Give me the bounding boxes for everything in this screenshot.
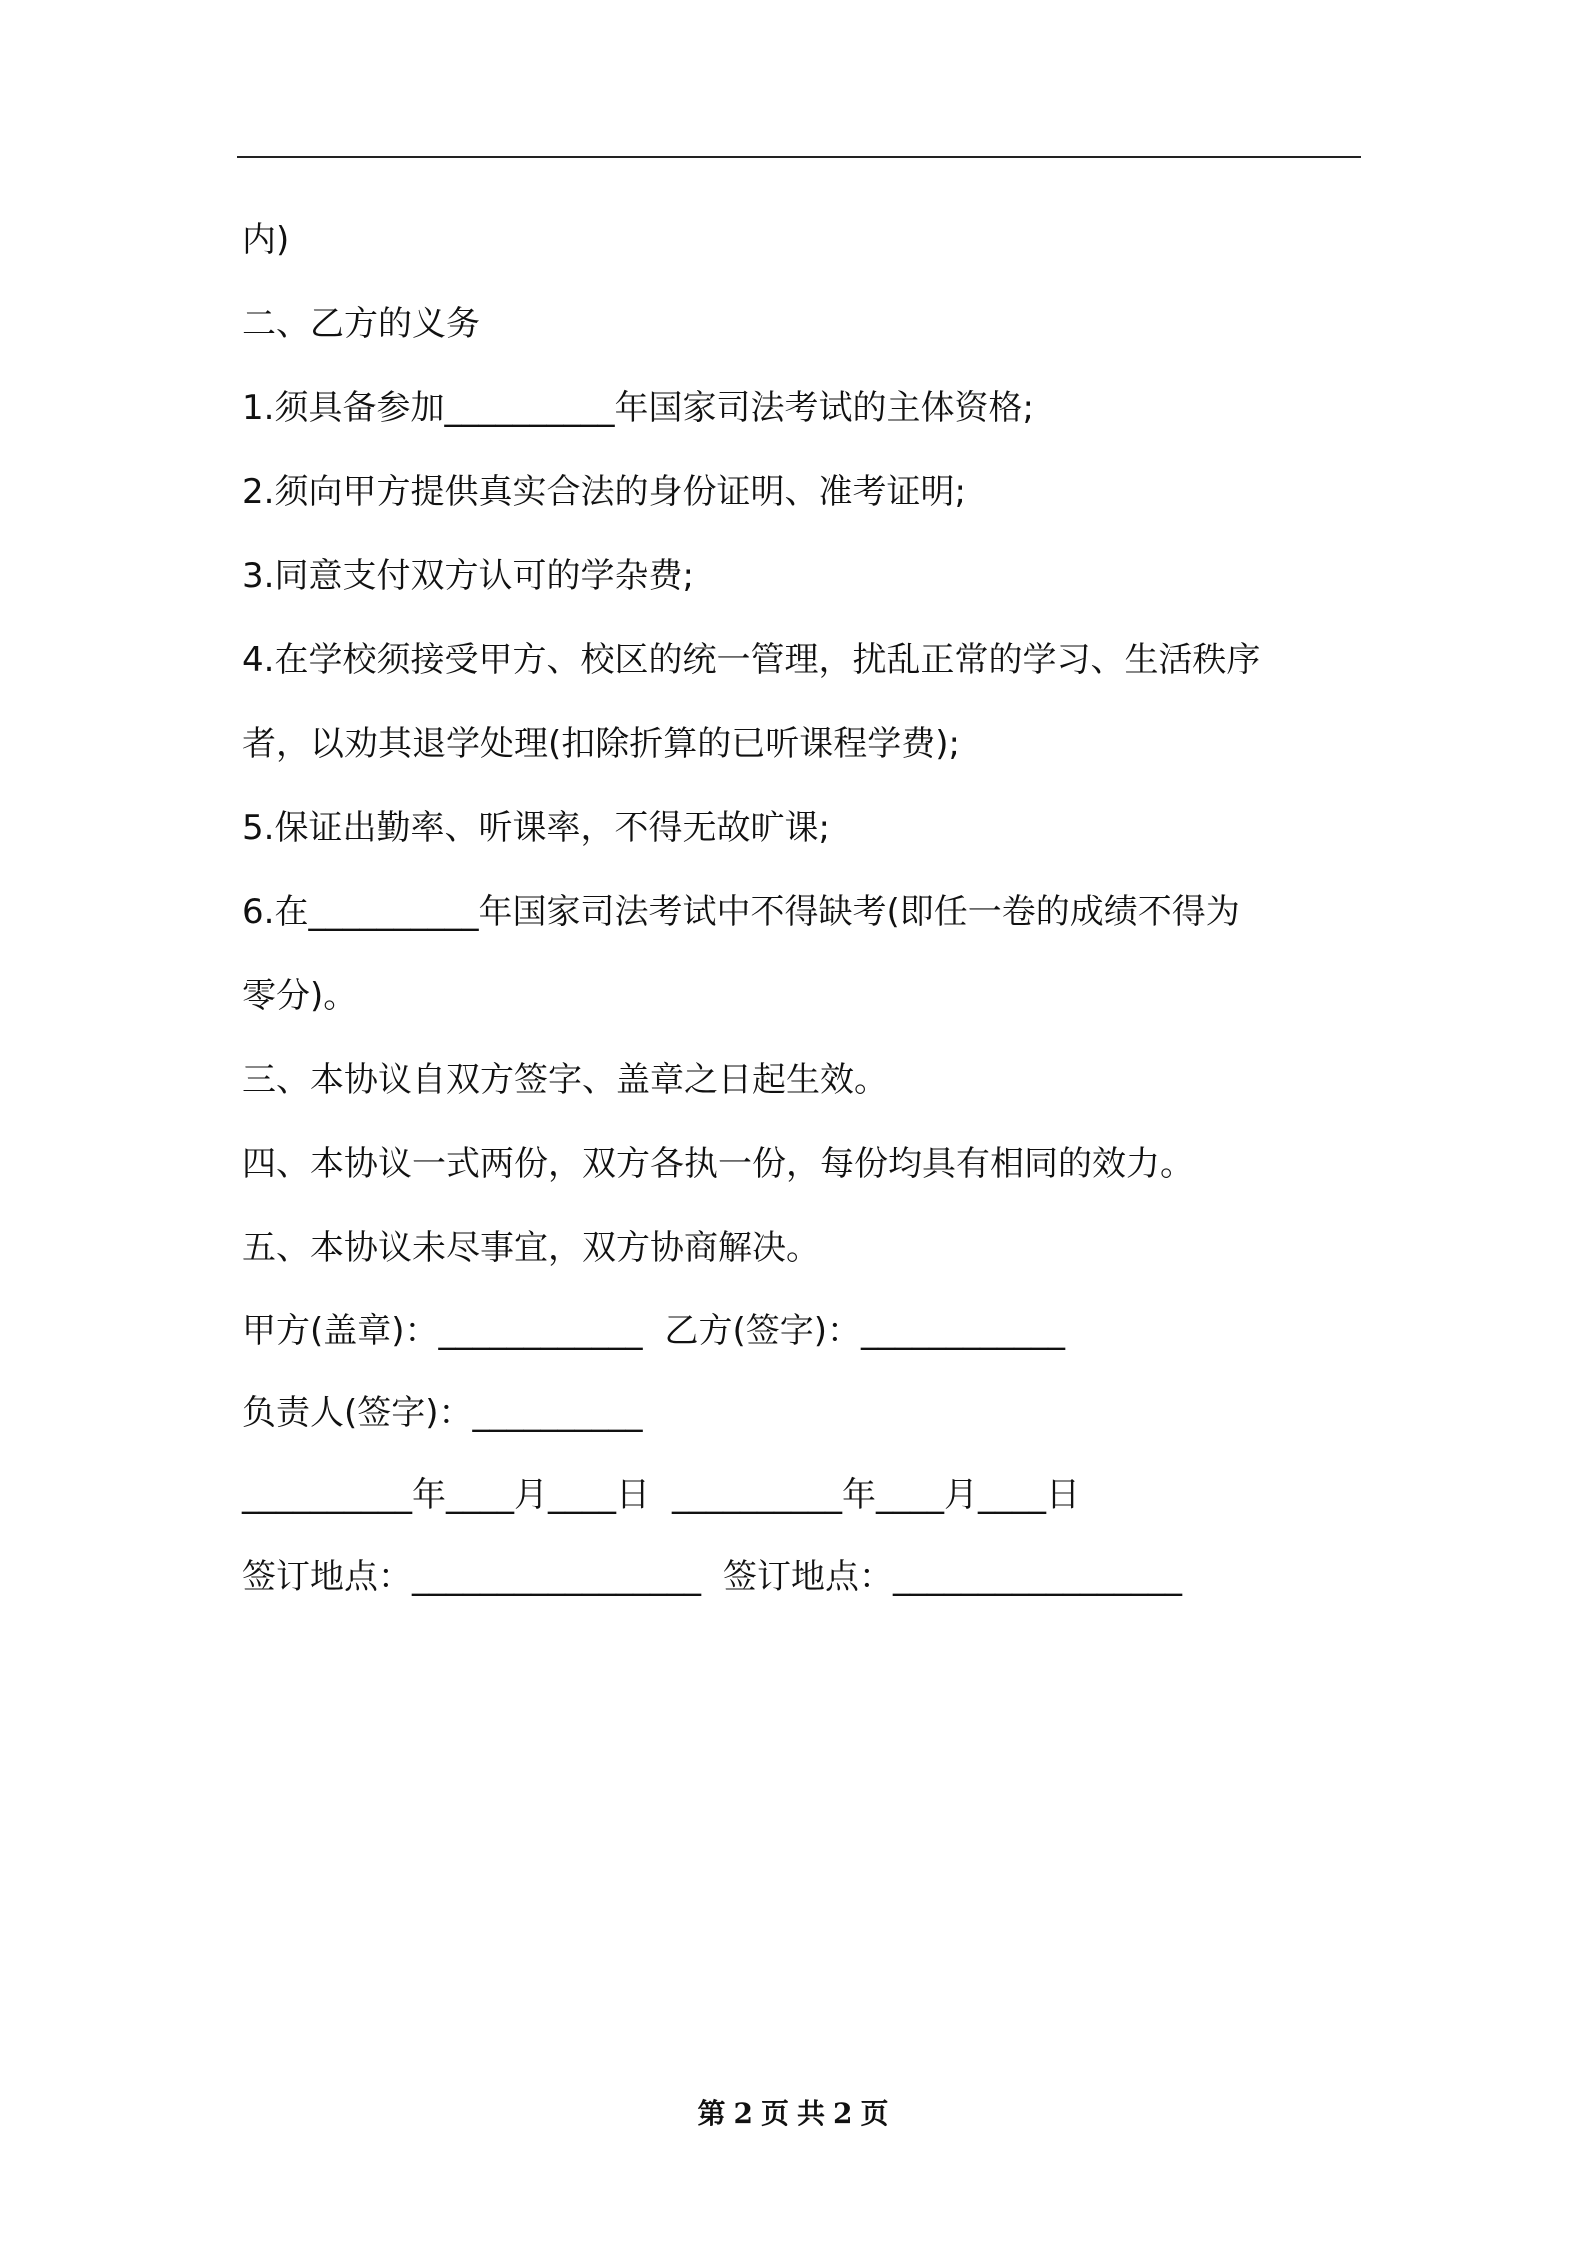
section-heading-party-b-obligations: 二、乙方的义务 — [242, 304, 480, 344]
section-five: 五、本协议未尽事宜，双方协商解决。 — [242, 1228, 820, 1268]
clause-4-line-1: 4.在学校须接受甲方、校区的统一管理，扰乱正常的学习、生活秩序 — [242, 640, 1261, 680]
date-field-a: __________年____月____日 — [242, 1475, 650, 1515]
party-b-sign-field: 乙方(签字)：____________ — [664, 1311, 1066, 1351]
clause-6-line-1: 6.在__________年国家司法考试中不得缺考(即任一卷的成绩不得为 — [242, 892, 1240, 932]
signature-row-parties — [242, 1290, 1366, 1372]
footer-total-pages: 2 — [833, 2097, 853, 2130]
clause-5: 5.保证出勤率、听课率，不得无故旷课; — [242, 808, 830, 848]
signature-row-places — [242, 1536, 1366, 1618]
clause-4-line-2: 者，以劝其退学处理(扣除折算的已听课程学费); — [242, 724, 960, 764]
document-body — [242, 198, 1366, 1618]
section-four: 四、本协议一式两份，双方各执一份，每份均具有相同的效力。 — [242, 1144, 1194, 1184]
clause-3: 3.同意支付双方认可的学杂费; — [242, 556, 694, 596]
text-line-1: 内) — [242, 220, 290, 260]
header-rule — [237, 156, 1361, 158]
signature-row-responsible — [242, 1372, 1366, 1454]
footer-label-gong: 共 — [797, 2097, 826, 2130]
date-field-b: __________年____月____日 — [672, 1475, 1080, 1515]
signature-row-dates — [242, 1454, 1366, 1536]
party-a-seal-field: 甲方(盖章)：____________ — [242, 1311, 643, 1351]
footer-label-di: 第 — [697, 2097, 726, 2130]
section-three: 三、本协议自双方签字、盖章之日起生效。 — [242, 1060, 888, 1100]
responsible-person-sign-field: 负责人(签字)：__________ — [242, 1393, 643, 1433]
page-footer — [0, 2094, 1586, 2134]
clause-2: 2.须向甲方提供真实合法的身份证明、准考证明; — [242, 472, 966, 512]
signing-place-field-a: 签订地点：_________________ — [242, 1557, 701, 1597]
footer-label-ye: 页 — [760, 2097, 789, 2130]
clause-6-line-2: 零分)。 — [242, 976, 358, 1016]
footer-page-number: 2 — [733, 2097, 753, 2130]
footer-label-ye2: 页 — [860, 2097, 889, 2130]
signing-place-field-b: 签订地点：_________________ — [723, 1557, 1182, 1597]
clause-1: 1.须具备参加__________年国家司法考试的主体资格; — [242, 388, 1034, 428]
